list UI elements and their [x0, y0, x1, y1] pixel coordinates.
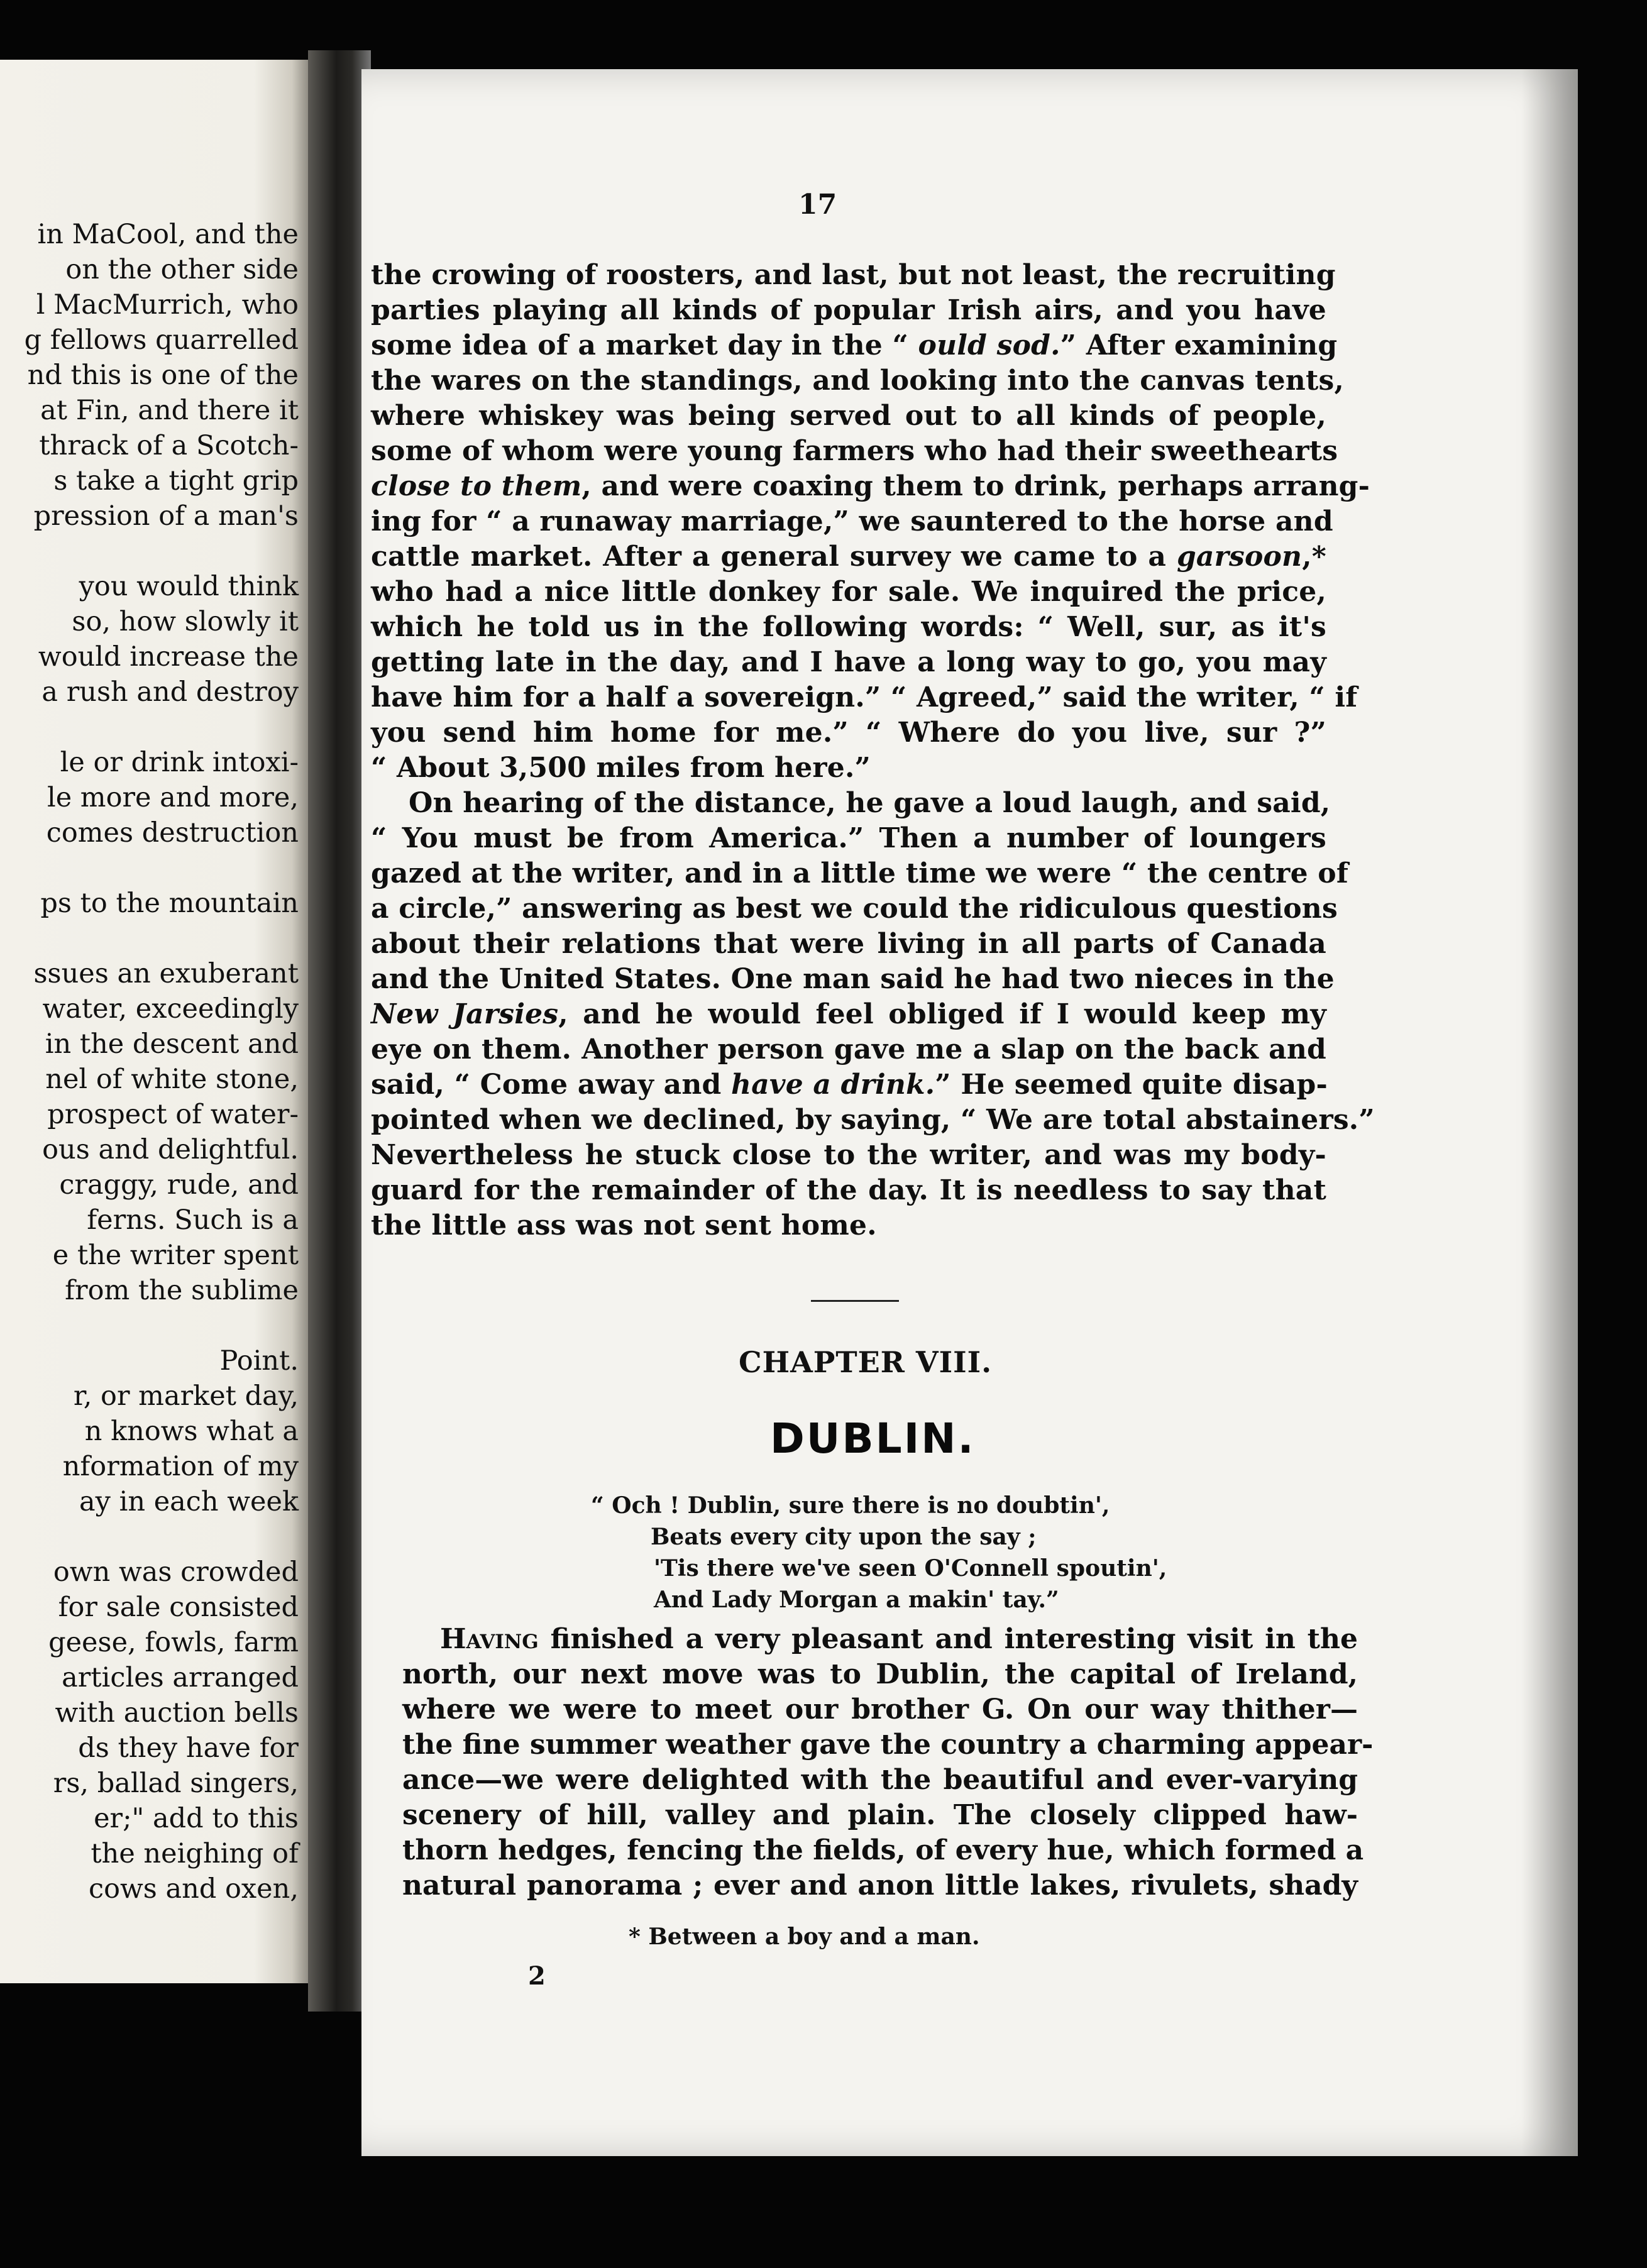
facing-page-line: l MacMurrich, who — [36, 289, 299, 321]
facing-page-line — [0, 710, 299, 745]
facing-page-line: g fellows quarrelled — [24, 324, 299, 356]
body-paragraph — [371, 258, 1375, 1243]
body-line: cattle market. After a general survey we came to a garsoon,* — [371, 541, 1326, 573]
facing-page-line: e the writer spent — [52, 1240, 299, 1271]
verse-line: And Lady Morgan a makin' tay.” — [654, 1587, 1059, 1613]
facing-page-line — [0, 1519, 299, 1555]
facing-page-line: nformation of my — [62, 1451, 299, 1482]
facing-page-line: er;" add to this — [94, 1803, 299, 1834]
verse-line: Beats every city upon the say ; — [651, 1524, 1037, 1550]
facing-page-line: craggy, rude, and — [59, 1169, 299, 1201]
facing-page-line: Point. — [219, 1345, 299, 1377]
signature-mark: 2 — [528, 1961, 546, 1991]
paragraph-line: scenery of hill, valley and plain. The closely clipped haw- — [402, 1799, 1358, 1831]
body-line: a circle,” answering as best we could the ridiculous questions — [371, 893, 1338, 925]
drop-word: Having — [440, 1623, 539, 1655]
facing-page-line: cows and oxen, — [89, 1873, 299, 1905]
facing-page-line: in the descent and — [45, 1028, 299, 1060]
facing-page-line: so, how slowly it — [72, 606, 299, 637]
body-line: gazed at the writer, and in a little time we were “ the centre of — [371, 857, 1348, 889]
body-line: have him for a half a sovereign.” “ Agreed,” said the writer, “ if — [371, 681, 1358, 713]
body-line: and the United States. One man said he had two nieces in the — [371, 963, 1335, 995]
paragraph-line: the fine summer weather gave the country a charming appear- — [402, 1729, 1374, 1761]
facing-page-line: ous and delightful. — [42, 1134, 299, 1165]
chapter-title: DUBLIN. — [770, 1414, 976, 1463]
facing-page-line: ps to the mountain — [40, 888, 299, 919]
body-line: about their relations that were living in all parts of Canada — [371, 928, 1326, 960]
facing-page-line: with auction bells — [55, 1697, 299, 1729]
body-line: New Jarsies, and he would feel obliged if I would keep my — [371, 998, 1326, 1030]
facing-page-line: prospect of water- — [47, 1099, 299, 1130]
facing-page-line: the neighing of — [91, 1838, 299, 1869]
body-line: the wares on the standings, and looking into the canvas tents, — [371, 365, 1344, 397]
facing-page-line: pression of a man's — [33, 500, 299, 532]
facing-page-line: in MaCool, and the — [37, 219, 299, 250]
paragraph-line: natural panorama ; ever and anon little lakes, rivulets, shady — [402, 1869, 1358, 1902]
page-number: 17 — [798, 189, 837, 221]
body-line: eye on them. Another person gave me a slap on the back and — [371, 1033, 1326, 1065]
paragraph-line: thorn hedges, fencing the fields, of every hue, which formed a — [402, 1834, 1364, 1866]
facing-page-line: n knows what a — [84, 1416, 299, 1447]
facing-page-line: ssues an exuberant — [33, 958, 299, 989]
body-line: pointed when we declined, by saying, “ We are total abstainers.” — [371, 1104, 1375, 1136]
footnote: * Between a boy and a man. — [629, 1924, 980, 1950]
body-line: On hearing of the distance, he gave a loud laugh, and said, — [409, 787, 1331, 819]
facing-page-line: le or drink intoxi- — [60, 747, 299, 778]
facing-page-line: s take a tight grip — [53, 465, 299, 497]
facing-page-line: on the other side — [65, 254, 299, 285]
body-line: guard for the remainder of the day. It is needless to say that — [371, 1174, 1326, 1206]
facing-page-line: comes destruction — [46, 817, 299, 849]
facing-page-line: nel of white stone, — [45, 1064, 299, 1095]
facing-page-line: ds they have for — [78, 1732, 299, 1764]
body-line: Nevertheless he stuck close to the writer, and was my body- — [371, 1139, 1326, 1171]
section-rule — [811, 1300, 899, 1302]
epigraph-verse — [591, 1490, 1167, 1616]
facing-page-line: would increase the — [38, 641, 299, 673]
body-line: where whiskey was being served out to all kinds of people, — [371, 400, 1326, 432]
body-line: “ You must be from America.” Then a number of loungers — [371, 822, 1326, 854]
facing-page-line: nd this is one of the — [27, 360, 299, 391]
body-line: some of whom were young farmers who had their sweethearts — [371, 435, 1338, 467]
facing-page-line: at Fin, and there it — [40, 395, 299, 426]
facing-page-line: water, exceedingly — [42, 993, 299, 1025]
facing-page-line: for sale consisted — [58, 1592, 299, 1623]
paragraph-line — [402, 1622, 1358, 1657]
facing-page-line: you would think — [79, 571, 299, 602]
paragraph-line: north, our next move was to Dublin, the capital of Ireland, — [402, 1658, 1358, 1690]
facing-page-line: articles arranged — [62, 1662, 299, 1693]
verse-line: “ Och ! Dublin, sure there is no doubtin', — [591, 1492, 1110, 1519]
facing-page-line: thrack of a Scotch- — [39, 430, 299, 461]
body-line: who had a nice little donkey for sale. We inquired the price, — [371, 576, 1326, 608]
verse-line: 'Tis there we've seen O'Connell spoutin', — [654, 1555, 1167, 1582]
body-line: the little ass was not sent home. — [371, 1209, 877, 1241]
facing-page-line: from the sublime — [65, 1275, 299, 1306]
body-line: the crowing of roosters, and last, but not least, the recruiting — [371, 259, 1336, 291]
body-line: which he told us in the following words: “ Well, sur, as it's — [371, 611, 1326, 643]
paragraph-line-text: finished a very pleasant and interesting visit in the — [538, 1623, 1358, 1655]
body-line: some idea of a market day in the “ ould sod.” After examining — [371, 329, 1338, 361]
facing-page-text — [0, 217, 299, 1907]
facing-page-line: le more and more, — [47, 782, 299, 813]
paragraph-line: ance—we were delighted with the beautiful and ever-varying — [402, 1764, 1358, 1796]
facing-page-left — [0, 60, 317, 1983]
body-line: close to them, and were coaxing them to drink, perhaps arrang- — [371, 470, 1370, 502]
facing-page-line: rs, ballad singers, — [53, 1768, 299, 1799]
body-line: said, “ Come away and have a drink.” He seemed quite disap- — [371, 1069, 1328, 1101]
body-line: ing for “ a runaway marriage,” we sauntered to the horse and — [371, 505, 1333, 537]
facing-page-line: ay in each week — [79, 1486, 299, 1517]
facing-page-line — [0, 534, 299, 569]
facing-page-line: own was crowded — [53, 1556, 299, 1588]
facing-page-line: geese, fowls, farm — [48, 1627, 299, 1658]
facing-page-line: a rush and destroy — [41, 676, 299, 708]
facing-page-line — [0, 851, 299, 886]
chapter-heading: CHAPTER VIII. — [739, 1345, 993, 1379]
paragraph-line: where we were to meet our brother G. On our way thither— — [402, 1693, 1358, 1726]
body-line: you send him home for me.” “ Where do you live, sur ?” — [371, 717, 1326, 749]
body-line: getting late in the day, and I have a long way to go, you may — [371, 646, 1326, 678]
body-line: parties playing all kinds of popular Irish airs, and you have — [371, 294, 1326, 326]
facing-page-line — [0, 1308, 299, 1343]
facing-page-line: r, or market day, — [73, 1380, 299, 1412]
chapter-opening-paragraph — [402, 1622, 1374, 1903]
facing-page-line — [0, 921, 299, 956]
body-line: “ About 3,500 miles from here.” — [371, 752, 871, 784]
facing-page-line: ferns. Such is a — [87, 1204, 299, 1236]
